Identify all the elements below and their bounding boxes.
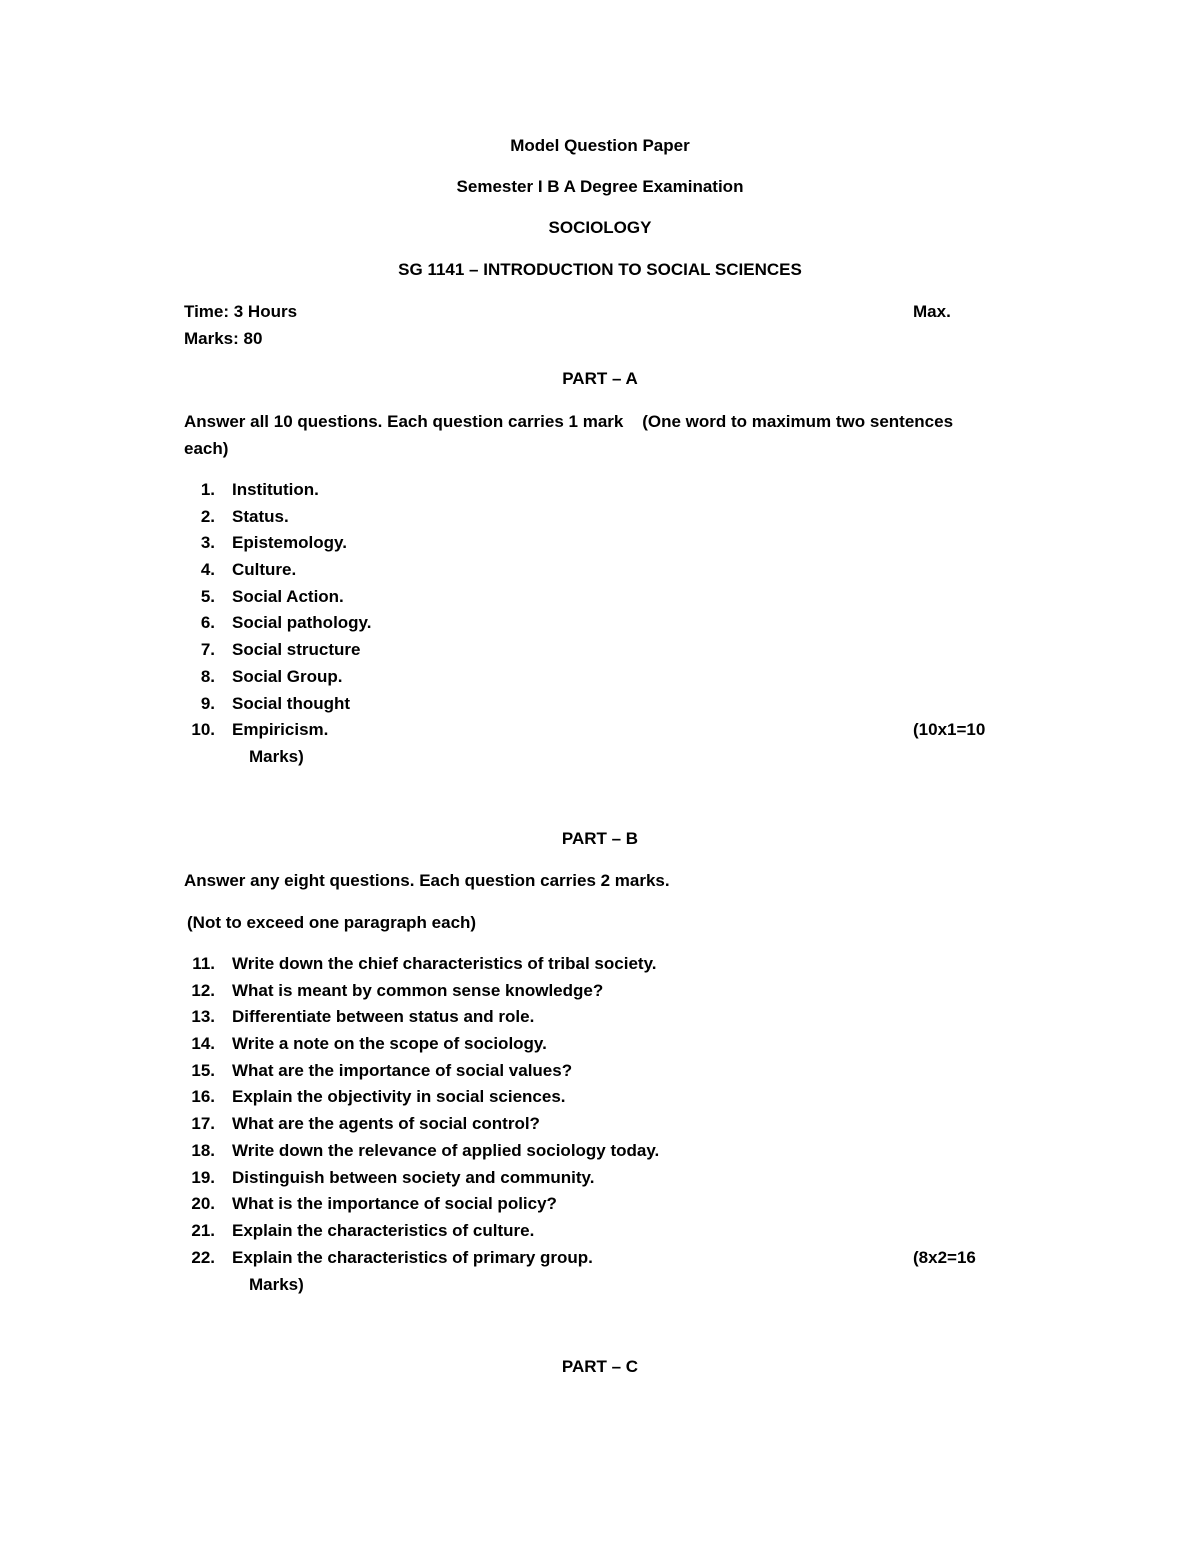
question-text: Social structure [232, 640, 361, 660]
part-a-question-list [184, 476, 371, 743]
paper-title: Model Question Paper [510, 136, 690, 155]
semester-line: Semester I B A Degree Examination [456, 177, 744, 196]
question-number: 22. [191, 1247, 215, 1267]
question-text: What is meant by common sense knowledge? [232, 980, 604, 1000]
part-b-note: (Not to exceed one paragraph each) [187, 913, 477, 932]
question-number: 16. [191, 1087, 215, 1107]
question-item [184, 1083, 659, 1110]
question-item [184, 1003, 659, 1030]
question-item [184, 476, 371, 503]
question-item [184, 1057, 659, 1084]
question-number: 18. [191, 1140, 215, 1160]
question-number: 14. [191, 1034, 215, 1054]
question-number: 8. [200, 666, 215, 686]
part-a-marks: (10x1=10 [913, 720, 986, 739]
question-text: Write down the relevance of applied sociology today. [232, 1140, 660, 1160]
max-marks-value: Marks: 80 [184, 329, 263, 348]
question-item [184, 529, 371, 556]
question-text: Distinguish between society and community. [232, 1167, 595, 1187]
question-item [184, 1190, 659, 1217]
question-number: 15. [191, 1060, 215, 1080]
question-text: Status. [232, 506, 289, 526]
question-item [184, 503, 371, 530]
part-a-instruction-cont: each) [184, 439, 229, 458]
question-number: 2. [200, 506, 215, 526]
question-text: Social Group. [232, 666, 343, 686]
question-item [184, 636, 371, 663]
question-number: 10. [191, 720, 215, 740]
question-number: 20. [191, 1194, 215, 1214]
question-item [184, 1137, 659, 1164]
question-item [184, 1030, 659, 1057]
question-text: Write a note on the scope of sociology. [232, 1034, 547, 1054]
question-item [184, 716, 371, 743]
question-text: Write down the chief characteristics of tribal society. [232, 954, 657, 973]
question-text: What are the agents of social control? [232, 1114, 540, 1134]
question-text: Culture. [232, 560, 297, 580]
question-item [184, 583, 371, 610]
question-text: Differentiate between status and role. [232, 1007, 535, 1027]
question-number: 19. [191, 1167, 215, 1187]
part-a-instruction: Answer all 10 questions. Each question carries 1 mark (One word to maximum two sentences [184, 412, 954, 431]
course-line: SG 1141 – INTRODUCTION TO SOCIAL SCIENCES [398, 260, 802, 279]
question-item [184, 977, 659, 1004]
question-item [184, 690, 371, 717]
part-a-marks-cont: Marks) [249, 747, 304, 766]
part-b-marks-cont: Marks) [249, 1275, 304, 1294]
question-item [184, 1110, 659, 1137]
question-item [184, 1217, 659, 1244]
max-marks-label: Max. [913, 302, 951, 321]
question-number: 12. [191, 980, 215, 1000]
question-number: 6. [200, 613, 215, 633]
question-text: Empiricism. [232, 720, 329, 740]
question-number: 7. [200, 640, 215, 660]
question-number: 21. [191, 1220, 215, 1240]
part-b-instruction: Answer any eight questions. Each question carries 2 marks. [184, 871, 670, 890]
question-number: 9. [200, 693, 215, 713]
question-text: Explain the characteristics of culture. [232, 1220, 535, 1240]
question-number: 17. [191, 1114, 215, 1134]
question-text: Institution. [232, 480, 319, 499]
part-c-heading: PART – C [561, 1357, 639, 1376]
part-a-heading: PART – A [562, 369, 638, 388]
question-text: Explain the characteristics of primary group. [232, 1247, 593, 1267]
part-b-marks: (8x2=16 [913, 1248, 976, 1267]
part-b-heading: PART – B [561, 829, 639, 848]
question-item [184, 609, 371, 636]
time-allowed: Time: 3 Hours [184, 302, 298, 321]
subject-line: SOCIOLOGY [548, 218, 652, 237]
question-item [184, 1244, 659, 1271]
question-item [184, 663, 371, 690]
question-text: Explain the objectivity in social sciences. [232, 1087, 566, 1107]
part-b-question-list [184, 950, 659, 1270]
question-text: Social Action. [232, 586, 344, 606]
question-text: Epistemology. [232, 533, 347, 553]
question-text: Social thought [232, 693, 351, 713]
question-number: 5. [200, 586, 215, 606]
question-text: Social pathology. [232, 613, 372, 633]
question-text: What are the importance of social values? [232, 1060, 573, 1080]
question-number: 13. [191, 1007, 215, 1027]
question-item [184, 556, 371, 583]
question-number: 3. [200, 533, 215, 553]
question-item [184, 1164, 659, 1191]
question-text: What is the importance of social policy? [232, 1194, 557, 1214]
question-number: 1. [200, 480, 215, 499]
question-item [184, 950, 659, 977]
question-number: 4. [200, 560, 215, 580]
question-number: 11. [192, 954, 215, 973]
